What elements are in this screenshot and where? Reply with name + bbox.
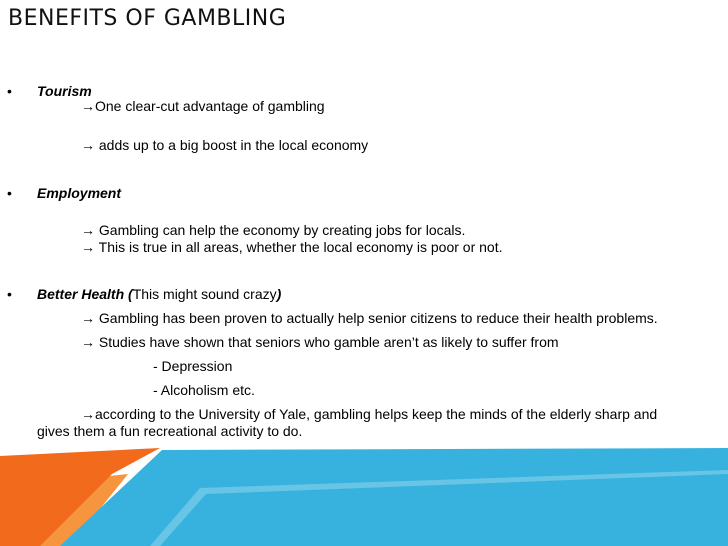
tourism-line-1-text: One clear-cut advantage of gambling [95,98,325,114]
bullet-employment: • [7,185,12,201]
employment-line-1 [81,222,465,239]
health-closing-line-1 [81,406,657,423]
arrow-icon: → [81,406,95,422]
arrow-icon: → [81,222,95,238]
heading-employment: Employment [37,185,122,201]
arrow-icon: → [81,334,95,350]
employment-line-2-text: This is true in all areas, whether the local economy is poor or not. [95,239,503,255]
arrow-icon: → [81,137,95,153]
heading-health [37,286,281,303]
deco-blue-main [60,448,728,546]
heading-health-close: ) [276,286,282,302]
heading-tourism: Tourism [37,83,92,99]
health-line-1-text: Gambling has been proven to actually help senior citizens to reduce their health problems. [95,310,658,326]
tourism-line-1 [81,98,325,115]
arrow-icon: → [81,239,95,255]
heading-health-bold: Better Health ( [37,286,133,302]
health-line-2-text: Studies have shown that seniors who gamble aren’t as likely to suffer from [95,334,559,350]
decorative-bottom-band [0,448,728,546]
arrow-icon: → [81,98,95,114]
health-line-1 [81,310,658,327]
sub-item-alcoholism: - Alcoholism etc. [153,382,255,398]
employment-line-1-text: Gambling can help the economy by creating jobs for locals. [95,222,466,238]
health-line-2 [81,334,559,351]
arrow-icon: → [81,310,95,326]
employment-line-2 [81,239,503,256]
bullet-health: • [7,286,12,302]
health-closing-line-1-text: according to the University of Yale, gambling helps keep the minds of the elderly sharp and [95,406,658,422]
heading-health-plain: This might sound crazy [132,286,277,302]
tourism-line-2 [81,137,368,154]
bullet-tourism: • [7,83,12,99]
sub-item-depression: - Depression [153,358,233,374]
health-closing-line-2: gives them a fun recreational activity to do. [37,423,303,439]
tourism-line-2-text: adds up to a big boost in the local economy [95,137,369,153]
slide-title: BENEFITS OF GAMBLING [8,6,287,31]
